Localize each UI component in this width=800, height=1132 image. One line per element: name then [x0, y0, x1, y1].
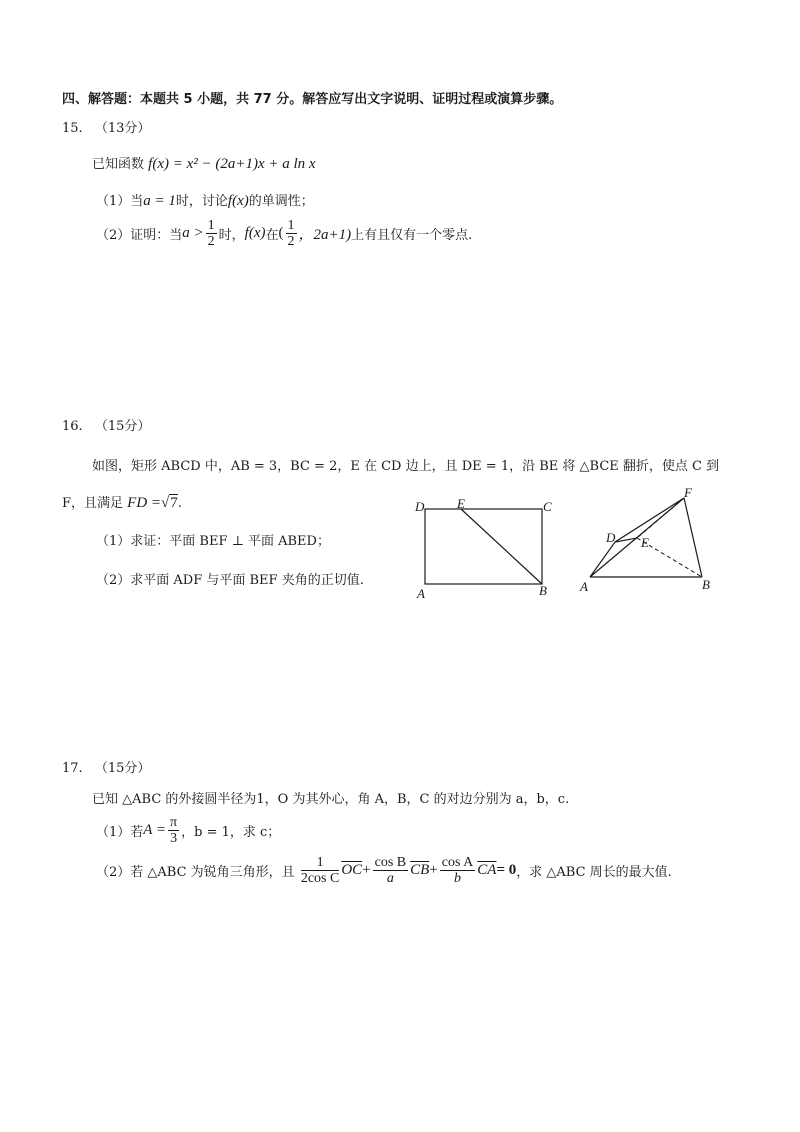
q15-p1-label: （1）当: [96, 194, 144, 209]
vector-ca: $\overline{CA}$: [477, 862, 497, 878]
q15-p1-fx: f(x): [227, 193, 249, 209]
label-b: B: [539, 583, 547, 598]
segment-fa: [590, 498, 684, 577]
plus-1: +: [362, 862, 371, 878]
q15-part2: [96, 218, 472, 249]
q16-stem-line2: [62, 492, 182, 512]
q17-heading: [62, 757, 150, 776]
label-b: B: [702, 577, 710, 592]
q16-part2: （2）求平面 ADF 与平面 BEF 夹角的正切值.: [96, 573, 364, 588]
q15-number: 15.: [62, 121, 83, 136]
q15-score: （13分）: [94, 121, 151, 136]
section-title: 四、解答题：本题共 5 小题，共 77 分。解答应写出文字说明、证明过程或演算步骤。: [62, 92, 563, 107]
q15-p2-fx: f(x): [244, 225, 266, 241]
q15-stem-prefix: 已知函数: [92, 157, 145, 172]
q17-frac-pi-3: $\frac{\pi}{3}$: [170, 815, 178, 846]
q15-part1: [96, 190, 314, 210]
label-a: A: [580, 579, 588, 594]
segment-fd: [615, 498, 684, 542]
q16-figure-folded: [570, 485, 720, 600]
q15-p2-label: （2）证明：当: [96, 228, 183, 243]
q15-frac-half-2: $\frac{1}{2}$: [287, 218, 295, 249]
q17-p2-label: （2）若 △ABC 为锐角三角形，且: [96, 865, 295, 880]
q16-stem-line1: 如图，矩形 ABCD 中，AB = 3，BC = 2，E 在 CD 边上，且 DE = 1，沿 BE 将 △BCE 翻折，使点 C 到: [92, 459, 720, 474]
q15-p1-mid: 时，讨论: [175, 194, 228, 209]
q16-score: （15分）: [94, 419, 151, 434]
q17-frac-3: $\frac{\text{cos A}}{b}$: [441, 855, 474, 886]
segment-fb: [684, 498, 702, 577]
q16-figure-rectangle: [405, 492, 565, 607]
q15-stem: [92, 153, 316, 173]
label-e: E: [641, 535, 649, 550]
q16-stem-line2-a: F，且满足: [62, 496, 124, 511]
q15-heading: [62, 117, 150, 136]
q15-interval-open: (: [278, 225, 284, 241]
q16-heading: [62, 415, 150, 434]
q17-p2-end: ，求 △ABC 周长的最大值.: [516, 865, 672, 880]
q16-part1: （1）求证：平面 BEF ⊥ 平面 ABED；: [96, 534, 330, 549]
eq-zero: = 0: [496, 862, 517, 878]
segment-be: [461, 509, 542, 584]
q16-stem-line2-end: .: [177, 496, 182, 511]
q15-p2-in: 在: [265, 228, 279, 243]
q17-stem: 已知 △ABC 的外接圆半径为1，O 为其外心，角 A，B，C 的对边分别为 a，b，c.: [92, 792, 570, 807]
q15-p1-cond: a = 1: [143, 193, 176, 209]
q17-frac-1: $\frac{1}{\text{2cos C}}$: [300, 855, 340, 886]
q17-score: （15分）: [94, 761, 151, 776]
label-f: F: [684, 485, 692, 500]
q16-sqrt-sign: √: [161, 495, 170, 511]
vector-cb: $\overline{CB}$: [410, 862, 430, 878]
q17-part2: [96, 855, 672, 886]
q17-p1-label: （1）若: [96, 825, 144, 840]
label-d: D: [415, 499, 425, 514]
q15-p2-cond: a >: [182, 225, 204, 241]
segment-fe-dashed: [637, 498, 684, 538]
q15-p2-when: 时，: [218, 228, 245, 243]
q15-interval-close: ，2a+1): [298, 227, 352, 243]
q16-number: 16.: [62, 419, 83, 434]
label-d: D: [606, 530, 616, 545]
label-c: C: [543, 499, 552, 514]
q17-part1: [96, 815, 280, 846]
q17-frac-2: $\frac{\text{cos B}}{a}$: [374, 855, 407, 886]
q17-p1-rest: ，b = 1，求 c；: [181, 825, 281, 840]
q17-number: 17.: [62, 761, 83, 776]
label-a: A: [417, 586, 425, 601]
q15-p1-end: 的单调性；: [248, 194, 314, 209]
q15-p2-end: 上有且仅有一个零点.: [351, 228, 473, 243]
rectangle-abcd: [425, 509, 542, 584]
plus-2: +: [429, 862, 438, 878]
q16-sqrt-radicand: 7: [170, 495, 178, 511]
q15-stem-formula: f(x) = x² − (2a+1)x + a ln x: [148, 156, 316, 172]
q17-p1-a: A =: [143, 822, 167, 838]
label-e: E: [457, 496, 465, 511]
vector-oc: $\overline{OC}$: [341, 862, 363, 878]
q16-fd: FD =: [127, 495, 162, 511]
q15-frac-half-1: $\frac{1}{2}$: [207, 218, 215, 249]
